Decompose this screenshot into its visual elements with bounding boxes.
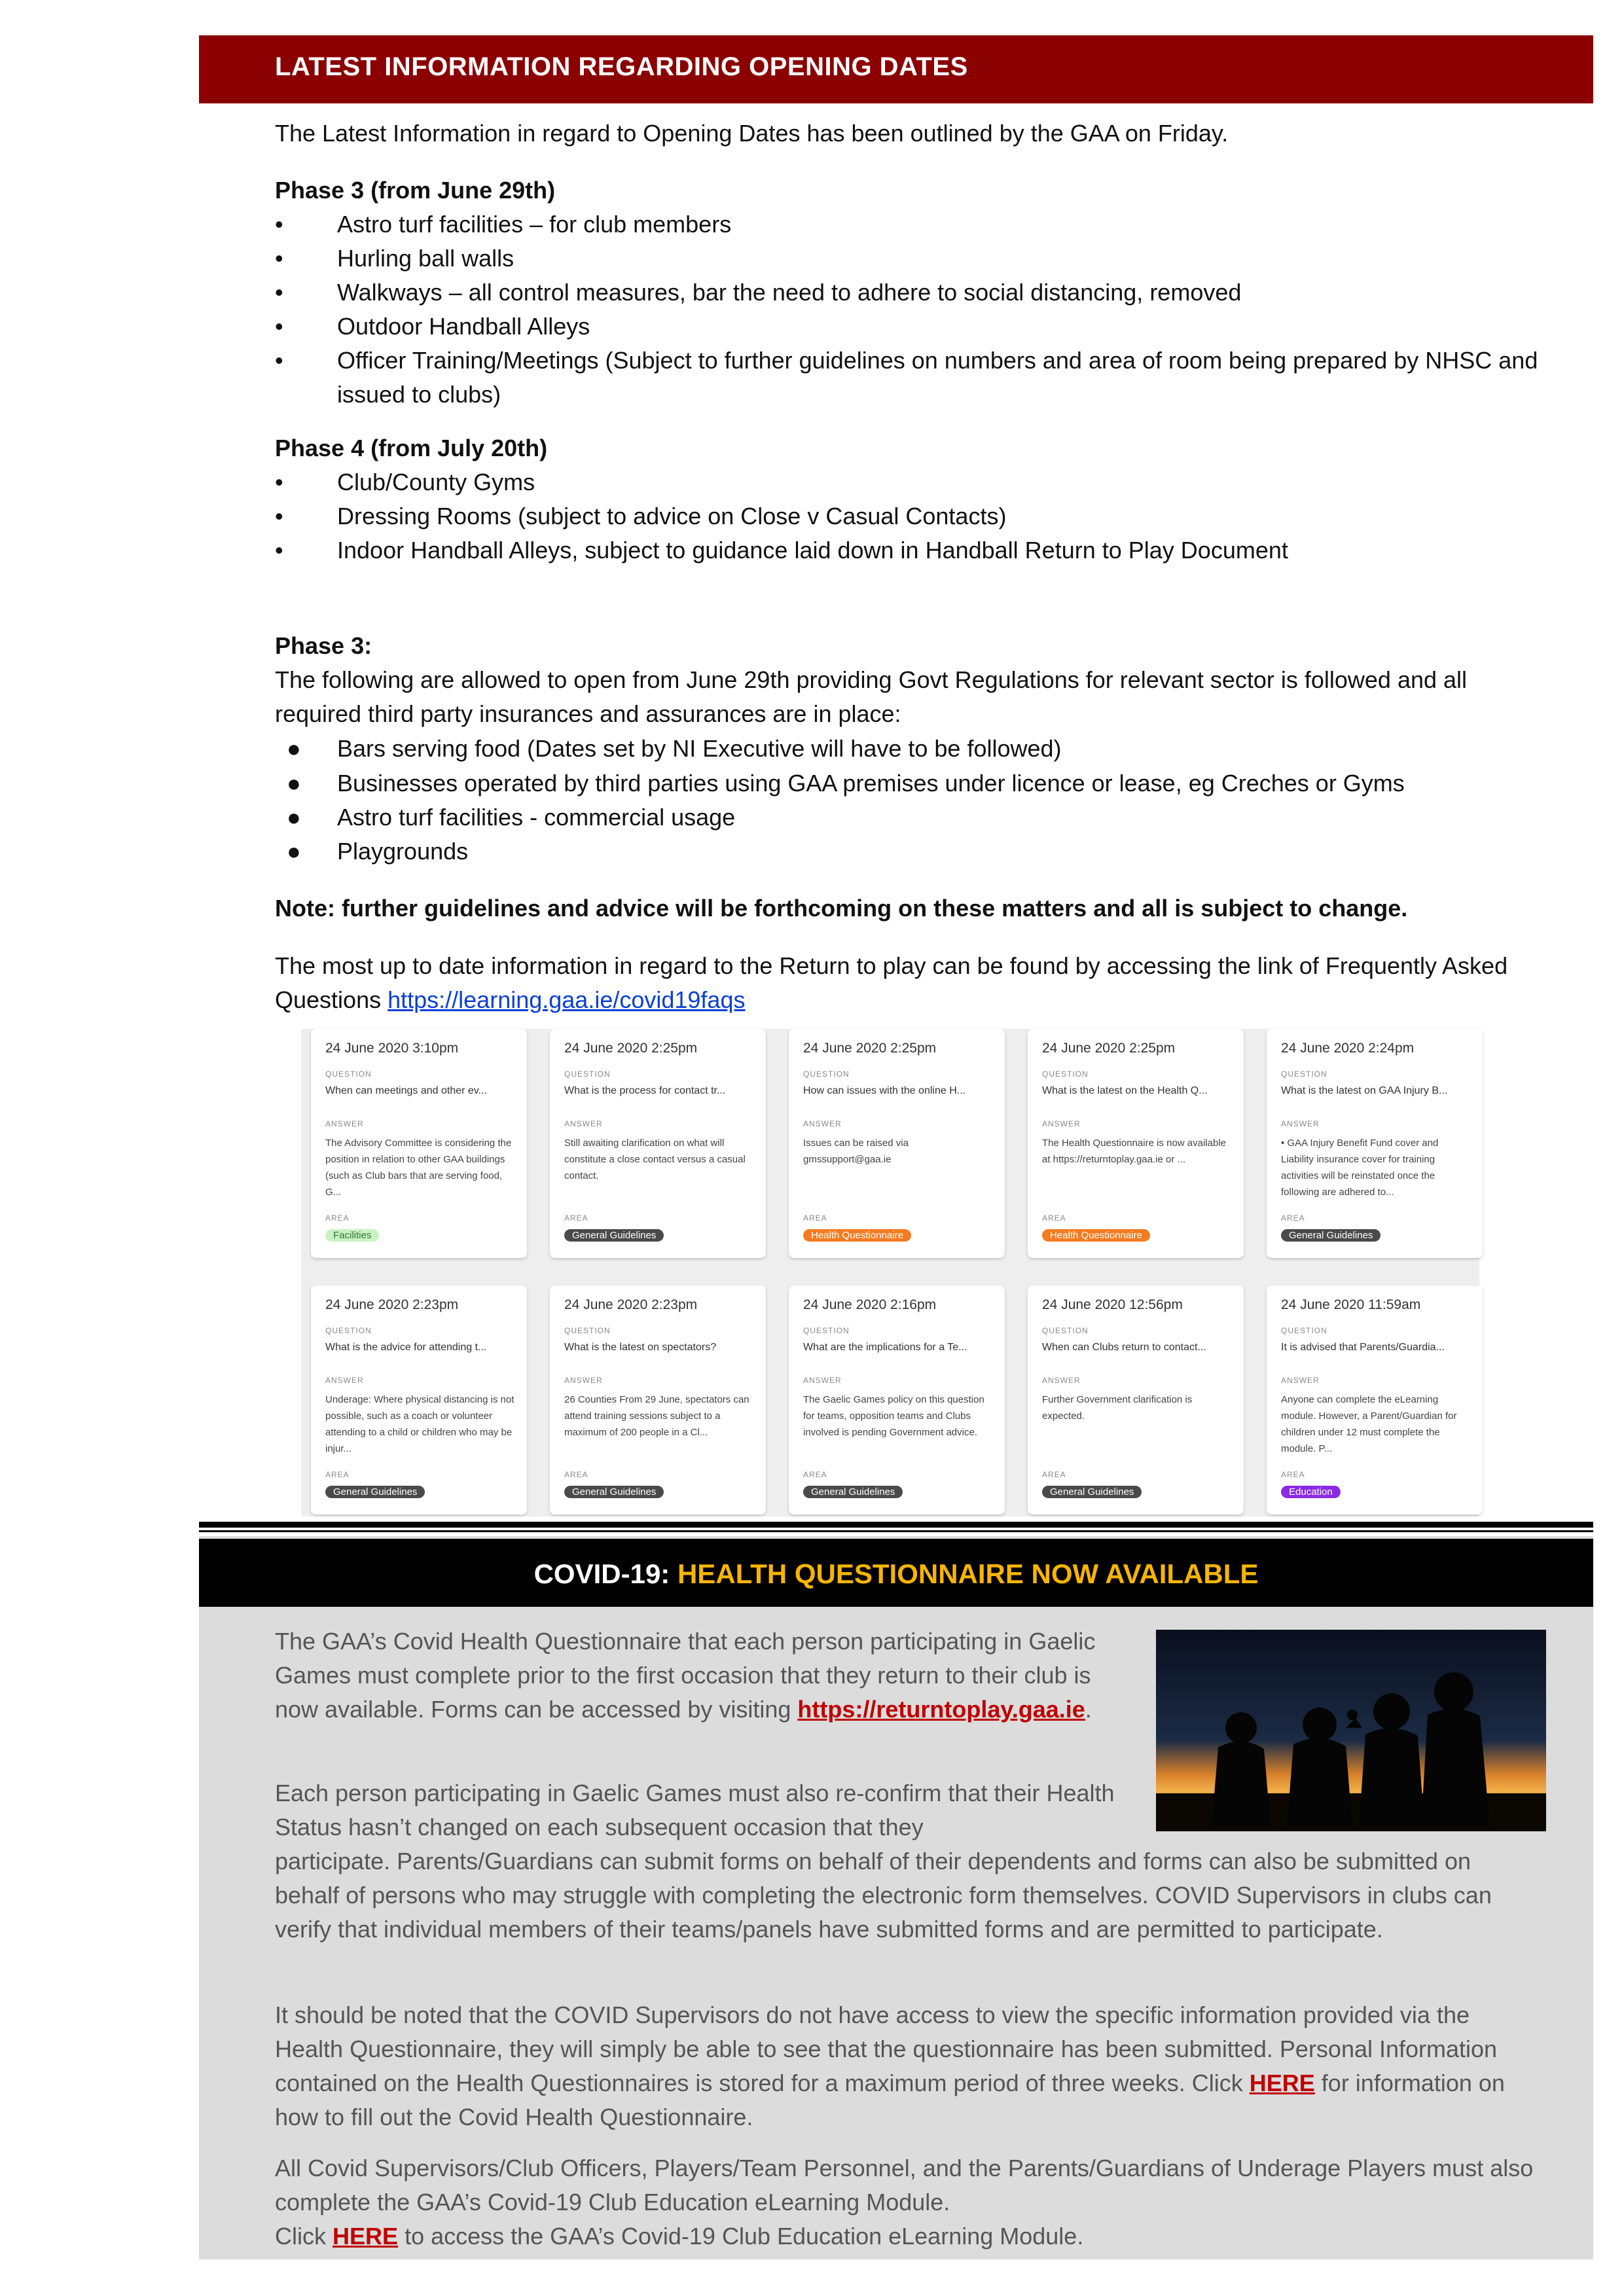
card-date: 24 June 2020 2:23pm bbox=[564, 1297, 698, 1312]
card-question: It is advised that Parents/Guardia... bbox=[1281, 1342, 1445, 1353]
questionnaire-p2a: Each person participating in Gaelic Games must also re-confirm that their Health Status hasn’t changed on each subsequent occasion that they bbox=[275, 1780, 1115, 1840]
here-link[interactable]: HERE bbox=[1249, 2070, 1315, 2096]
faq-card[interactable] bbox=[550, 1285, 766, 1515]
faq-text: The most up to date information in regard to the Return to play can be found by accessing the link of Frequently Asked Questions bbox=[275, 952, 1508, 1013]
faq-paragraph bbox=[275, 949, 1538, 1017]
list-item-text: Businesses operated by third parties using GAA premises under licence or lease, eg Creches or Gyms bbox=[337, 770, 1405, 797]
list-item bbox=[275, 732, 1538, 766]
card-question: What is the latest on the Health Q... bbox=[1042, 1085, 1208, 1096]
here-link[interactable]: HERE bbox=[333, 2223, 399, 2250]
list-item bbox=[275, 344, 1538, 412]
faq-link[interactable]: https://learning.gaa.ie/covid19faqs bbox=[388, 986, 746, 1013]
card-question-label: QUESTION bbox=[564, 1326, 611, 1335]
bullet-icon: • bbox=[275, 469, 283, 495]
intro-text: The Latest Information in regard to Opening Dates has been outlined by the GAA on Friday. bbox=[275, 120, 1229, 147]
card-answer-label: ANSWER bbox=[1042, 1376, 1081, 1385]
card-question-label: QUESTION bbox=[325, 1326, 372, 1335]
card-answer: 26 Counties From 29 June, spectators can attend training sessions subject to a maximum of 200 people in a Cl... bbox=[564, 1394, 749, 1438]
card-area-badge: General Guidelines bbox=[803, 1486, 903, 1498]
card-question: How can issues with the online H... bbox=[803, 1085, 966, 1096]
faq-card[interactable] bbox=[789, 1029, 1005, 1258]
card-area-label: AREA bbox=[1042, 1213, 1066, 1223]
bullet-icon: • bbox=[275, 245, 283, 272]
card-area-badge: Facilities bbox=[325, 1229, 379, 1242]
list-item bbox=[275, 207, 1538, 242]
faq-grid bbox=[301, 1029, 1479, 1516]
card-question: What is the latest on GAA Injury B... bbox=[1281, 1085, 1448, 1096]
card-answer-label: ANSWER bbox=[803, 1119, 842, 1128]
card-question-label: QUESTION bbox=[564, 1069, 611, 1079]
list-item bbox=[275, 499, 1538, 533]
list-item-text: Astro turf facilities – for club members bbox=[337, 211, 732, 238]
questionnaire-p4: All Covid Supervisors/Club Officers, Players/Team Personnel, and the Parents/Guardians of Underage Players must also complete the GAA’s Covid-19 Club Education eLearning Module. bbox=[275, 2155, 1534, 2215]
card-answer: The Advisory Committee is considering the position in relation to other GAA buildings (such as Club bars that are serving food, G... bbox=[325, 1138, 512, 1198]
card-area-label: AREA bbox=[1281, 1470, 1305, 1479]
bullet-icon: • bbox=[275, 503, 283, 529]
card-area-badge: General Guidelines bbox=[564, 1486, 664, 1498]
card-answer-label: ANSWER bbox=[564, 1119, 603, 1128]
divider bbox=[199, 1522, 1593, 1528]
phase3b-list bbox=[275, 732, 1538, 869]
list-item-text: Hurling ball walls bbox=[337, 245, 514, 272]
card-date: 24 June 2020 2:23pm bbox=[325, 1297, 459, 1312]
card-answer: Issues can be raised via gmssupport@gaa.ie bbox=[803, 1138, 909, 1165]
phase4-heading: Phase 4 (from July 20th) bbox=[275, 435, 548, 461]
note-text: Note: further guidelines and advice will be forthcoming on these matters and all is subject to change. bbox=[275, 895, 1408, 922]
questionnaire-title bbox=[199, 1558, 1593, 1590]
faq-card[interactable] bbox=[311, 1029, 527, 1258]
bullet-icon: ● bbox=[287, 804, 301, 831]
card-date: 24 June 2020 2:25pm bbox=[803, 1041, 937, 1056]
questionnaire-p2b: participate. Parents/Guardians can submit forms on behalf of their dependents and forms can also be submitted on behalf of persons who may struggle with completing the electronic form themselves. COVID Supervisors in clubs can verify that individual members of their teams/panels have submitted forms and are permitted to participate. bbox=[275, 1848, 1492, 1943]
card-area-label: AREA bbox=[564, 1213, 588, 1223]
card-area-label: AREA bbox=[1042, 1470, 1066, 1479]
p5-end: to access the GAA’s Covid-19 Club Education eLearning Module. bbox=[405, 2223, 1084, 2250]
faq-card[interactable] bbox=[1028, 1285, 1244, 1515]
faq-card[interactable] bbox=[1267, 1285, 1483, 1515]
bullet-icon: • bbox=[275, 347, 283, 374]
p1-text: The GAA’s Covid Health Questionnaire that each person participating in Gaelic Games must complete prior to the first occasion that they return to their club is now available. Forms can be accessed by visiting bbox=[275, 1628, 1096, 1723]
card-answer-label: ANSWER bbox=[1042, 1119, 1081, 1128]
bullet-icon: • bbox=[275, 537, 283, 564]
card-area-badge: General Guidelines bbox=[564, 1229, 664, 1242]
card-area-label: AREA bbox=[564, 1470, 588, 1479]
faq-card[interactable] bbox=[1267, 1029, 1483, 1258]
card-answer-label: ANSWER bbox=[1281, 1376, 1320, 1385]
card-answer: Still awaiting clarification on what will constitute a close contact versus a casual contact. bbox=[564, 1138, 746, 1181]
faq-card[interactable] bbox=[550, 1029, 766, 1258]
card-area-badge: Education bbox=[1281, 1486, 1341, 1498]
list-item-text: Club/County Gyms bbox=[337, 469, 535, 495]
list-item bbox=[275, 310, 1538, 344]
card-answer: Anyone can complete the eLearning module. However, a Parent/Guardian for children under 12 must complete the module. P... bbox=[1281, 1394, 1457, 1454]
card-area-label: AREA bbox=[1281, 1213, 1305, 1223]
divider bbox=[199, 1530, 1593, 1532]
section-banner bbox=[199, 35, 1593, 103]
p3-end: for information on how to fill out the Covid Health Questionnaire. bbox=[275, 2070, 1505, 2130]
card-date: 24 June 2020 2:25pm bbox=[1042, 1041, 1176, 1056]
card-area-label: AREA bbox=[325, 1470, 350, 1479]
card-question: What is the process for contact tr... bbox=[564, 1085, 726, 1096]
card-date: 24 June 2020 2:25pm bbox=[564, 1041, 698, 1056]
card-question-label: QUESTION bbox=[1042, 1326, 1089, 1335]
card-date: 24 June 2020 2:24pm bbox=[1281, 1041, 1415, 1056]
card-answer: Further Government clarification is expected. bbox=[1042, 1394, 1193, 1422]
list-item-text: Playgrounds bbox=[337, 838, 469, 865]
card-area-label: AREA bbox=[325, 1213, 350, 1223]
card-answer: The Health Questionnaire is now available at https://returntoplay.gaa.ie or ... bbox=[1042, 1138, 1226, 1165]
phase4-list bbox=[275, 465, 1538, 567]
title-highlight: HEALTH QUESTIONNAIRE NOW AVAILABLE bbox=[677, 1558, 1259, 1589]
card-area-badge: General Guidelines bbox=[325, 1486, 425, 1498]
card-answer: The Gaelic Games policy on this question for teams, opposition teams and Clubs involved is pending Government advice. bbox=[803, 1394, 984, 1438]
card-date: 24 June 2020 2:16pm bbox=[803, 1297, 937, 1312]
card-question: When can meetings and other ev... bbox=[325, 1085, 487, 1096]
card-area-badge: General Guidelines bbox=[1042, 1486, 1142, 1498]
questionnaire-p1 bbox=[275, 1624, 1139, 1727]
list-item bbox=[275, 242, 1538, 276]
list-item-text: Outdoor Handball Alleys bbox=[337, 313, 590, 340]
bullet-icon: • bbox=[275, 313, 283, 340]
faq-card[interactable] bbox=[789, 1285, 1005, 1515]
returntoplay-link[interactable]: https://returntoplay.gaa.ie bbox=[797, 1696, 1085, 1723]
card-answer-label: ANSWER bbox=[1281, 1119, 1320, 1128]
card-question: What are the implications for a Te... bbox=[803, 1342, 967, 1353]
p3-text: It should be noted that the COVID Supervisors do not have access to view the specific information provided via the Health Questionnaire, they will simply be able to see that the questionnaire has been submitted. Personal Information contained on the Health Questionnaires is stored for a maximum period of three weeks. Click bbox=[275, 2001, 1498, 2096]
phase3b-intro: The following are allowed to open from June 29th providing Govt Regulations for relevant sector is followed and all required third party insurances and assurances are in place: bbox=[275, 666, 1468, 727]
bullet-icon: ● bbox=[287, 838, 301, 865]
card-area-label: AREA bbox=[803, 1213, 827, 1223]
phase3b-heading: Phase 3: bbox=[275, 632, 372, 659]
card-answer: Underage: Where physical distancing is not possible, such as a coach or volunteer attending to a child or children who may be injur... bbox=[325, 1394, 514, 1454]
card-question-label: QUESTION bbox=[1042, 1069, 1089, 1079]
card-question: When can Clubs return to contact... bbox=[1042, 1342, 1206, 1353]
list-item bbox=[275, 465, 1538, 499]
list-item-text: Indoor Handball Alleys, subject to guidance laid down in Handball Return to Play Document bbox=[337, 537, 1288, 564]
questionnaire-banner bbox=[199, 1539, 1593, 1607]
p1-end: . bbox=[1085, 1696, 1092, 1723]
card-area-badge: Health Questionnaire bbox=[1042, 1229, 1150, 1242]
list-item bbox=[275, 533, 1538, 567]
card-date: 24 June 2020 11:59am bbox=[1281, 1297, 1421, 1312]
card-question-label: QUESTION bbox=[803, 1326, 850, 1335]
card-area-label: AREA bbox=[803, 1470, 827, 1479]
card-question: What is the advice for attending t... bbox=[325, 1342, 487, 1353]
card-answer-label: ANSWER bbox=[325, 1119, 364, 1128]
list-item-text: Officer Training/Meetings (Subject to further guidelines on numbers and area of room being prepared by NHSC and issued to clubs) bbox=[337, 347, 1538, 408]
card-date: 24 June 2020 12:56pm bbox=[1042, 1297, 1183, 1312]
list-item-text: Bars serving food (Dates set by NI Executive will have to be followed) bbox=[337, 735, 1062, 762]
list-item bbox=[275, 800, 1538, 834]
list-item-text: Astro turf facilities - commercial usage bbox=[337, 804, 736, 831]
title-prefix: COVID-19: bbox=[533, 1558, 677, 1589]
card-answer: • GAA Injury Benefit Fund cover and Liability insurance cover for training activities will be reinstated once the following are adhered to... bbox=[1281, 1138, 1439, 1198]
card-answer-label: ANSWER bbox=[803, 1376, 842, 1385]
phase3-heading: Phase 3 (from June 29th) bbox=[275, 177, 556, 204]
bullet-icon: • bbox=[275, 279, 283, 306]
card-question-label: QUESTION bbox=[1281, 1326, 1327, 1335]
card-answer-label: ANSWER bbox=[325, 1376, 364, 1385]
bullet-icon: • bbox=[275, 211, 283, 238]
questionnaire-p5 bbox=[275, 2219, 1538, 2253]
faq-card[interactable] bbox=[311, 1285, 527, 1515]
list-item-text: Walkways – all control measures, bar the need to adhere to social distancing, removed bbox=[337, 279, 1242, 306]
card-question-label: QUESTION bbox=[803, 1069, 850, 1079]
card-date: 24 June 2020 3:10pm bbox=[325, 1041, 459, 1056]
questionnaire-p3 bbox=[275, 1998, 1538, 2134]
section-title: LATEST INFORMATION REGARDING OPENING DATES bbox=[275, 52, 968, 81]
list-item bbox=[275, 276, 1538, 310]
card-area-badge: General Guidelines bbox=[1281, 1229, 1380, 1242]
faq-card[interactable] bbox=[1028, 1029, 1244, 1258]
bullet-icon: ● bbox=[287, 735, 301, 762]
bullet-icon: ● bbox=[287, 770, 301, 797]
list-item bbox=[275, 766, 1538, 800]
list-item-text: Dressing Rooms (subject to advice on Close v Casual Contacts) bbox=[337, 503, 1007, 529]
silhouette-photo bbox=[1156, 1630, 1546, 1831]
phase3-list bbox=[275, 207, 1538, 412]
p5-start: Click bbox=[275, 2223, 326, 2250]
card-question-label: QUESTION bbox=[1281, 1069, 1327, 1079]
list-item bbox=[275, 834, 1538, 869]
card-question-label: QUESTION bbox=[325, 1069, 372, 1079]
card-answer-label: ANSWER bbox=[564, 1376, 603, 1385]
card-question: What is the latest on spectators? bbox=[564, 1342, 717, 1353]
card-area-badge: Health Questionnaire bbox=[803, 1229, 911, 1242]
